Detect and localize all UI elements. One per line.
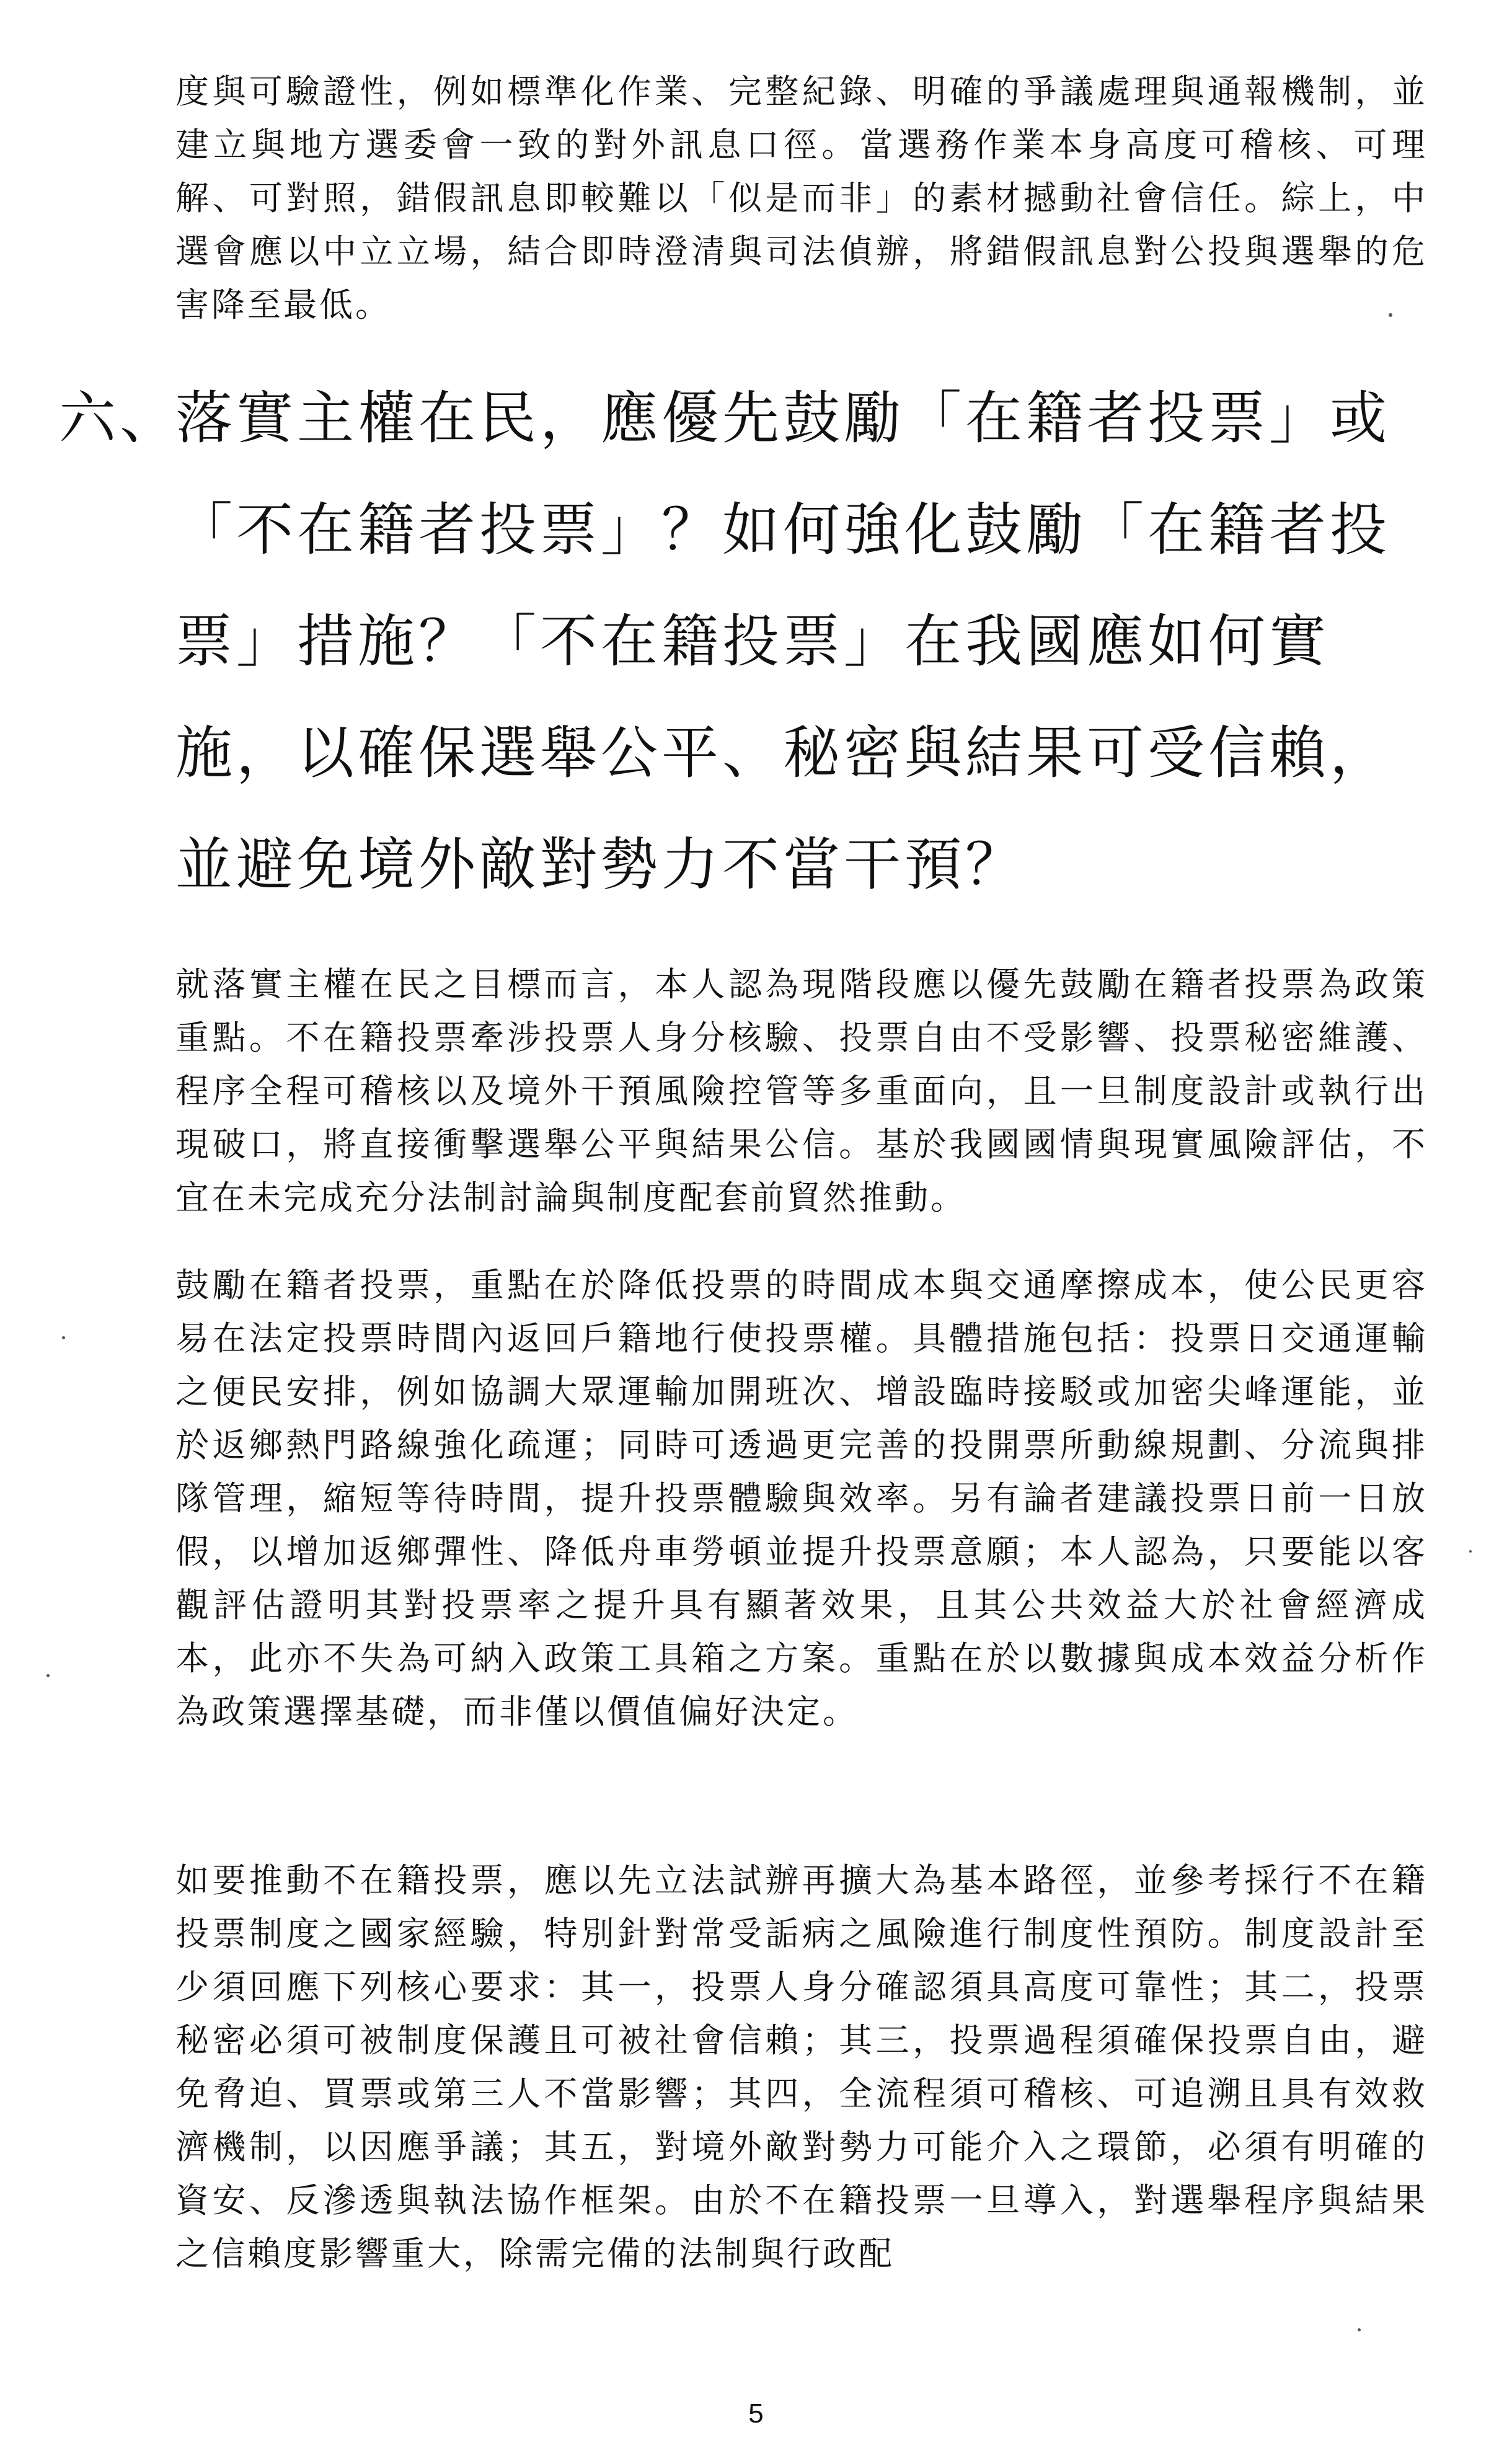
- answer-paragraph-2: 鼓勵在籍者投票，重點在於降低投票的時間成本與交通摩擦成本，使公民更容易在法定投票時間內返回戶籍地行使投票權。具體措施包括：投票日交通運輸之便民安排，例如協調大眾運輸加開班次、增設臨時接駁或加密尖峰運能，並於返鄉熱門路線強化疏運；同時可透過更完善的投開票所動線規劃、分流與排隊管理，縮短等待時間，提升投票體驗與效率。另有論者建議投票日前一日放假，以增加返鄉彈性、降低舟車勞頓並提升投票意願；本人認為，只要能以客觀評估證明其對投票率之提升具有顯著效果，且其公共效益大於社會經濟成本，此亦不失為可納入政策工具箱之方案。重點在於以數據與成本效益分析作為政策選擇基礎，而非僅以價值偏好決定。: [175, 1266, 1428, 1731]
- section-heading-text: 落實主權在民，應優先鼓勵「在籍者投票」或「不在籍者投票」？如何強化鼓勵「在籍者投票」措施？「不在籍投票」在我國應如何實施，以確保選舉公平、秘密與結果可受信賴，並避免境外敵對勢力不當干預？: [175, 385, 1391, 898]
- scan-speck: [62, 1336, 65, 1339]
- scan-speck: [1389, 313, 1392, 317]
- section-heading: [59, 363, 1429, 921]
- scan-speck: [1469, 1550, 1472, 1553]
- scan-speck: [1358, 2328, 1361, 2331]
- page-number: 5: [748, 2398, 764, 2429]
- answer-paragraph-1: 就落實主權在民之目標而言，本人認為現階段應以優先鼓勵在籍者投票為政策重點。不在籍投票牽涉投票人身分核驗、投票自由不受影響、投票秘密維護、程序全程可稽核以及境外干預風險控管等多重面向，且一旦制度設計或執行出現破口，將直接衝擊選舉公平與結果公信。基於我國國情與現實風險評估，不宜在未完成充分法制討論與制度配套前貿然推動。: [175, 965, 1428, 1217]
- answer-paragraph-3: 如要推動不在籍投票，應以先立法試辦再擴大為基本路徑，並參考採行不在籍投票制度之國家經驗，特別針對常受詬病之風險進行制度性預防。制度設計至少須回應下列核心要求：其一，投票人身分確認須具高度可靠性；其二，投票秘密必須可被制度保護且可被社會信賴；其三，投票過程須確保投票自由，避免脅迫、買票或第三人不當影響；其四，全流程須可稽核、可追溯且具有效救濟機制，以因應爭議；其五，對境外敵對勢力可能介入之環節，必須有明確的資安、反滲透與執法協作框架。由於不在籍投票一旦導入，對選舉程序與結果之信賴度影響重大，除需完備的法制與行政配: [175, 1861, 1428, 2273]
- intro-paragraph: 度與可驗證性，例如標準化作業、完整紀錄、明確的爭議處理與通報機制，並建立與地方選委會一致的對外訊息口徑。當選務作業本身高度可稽核、可理解、可對照，錯假訊息即較難以「似是而非」的素材撼動社會信任。綜上，中選會應以中立立場，結合即時澄清與司法偵辦，將錯假訊息對公投與選舉的危害降至最低。: [175, 72, 1428, 324]
- scan-speck: [46, 1674, 50, 1677]
- section-number: 六、: [59, 385, 181, 451]
